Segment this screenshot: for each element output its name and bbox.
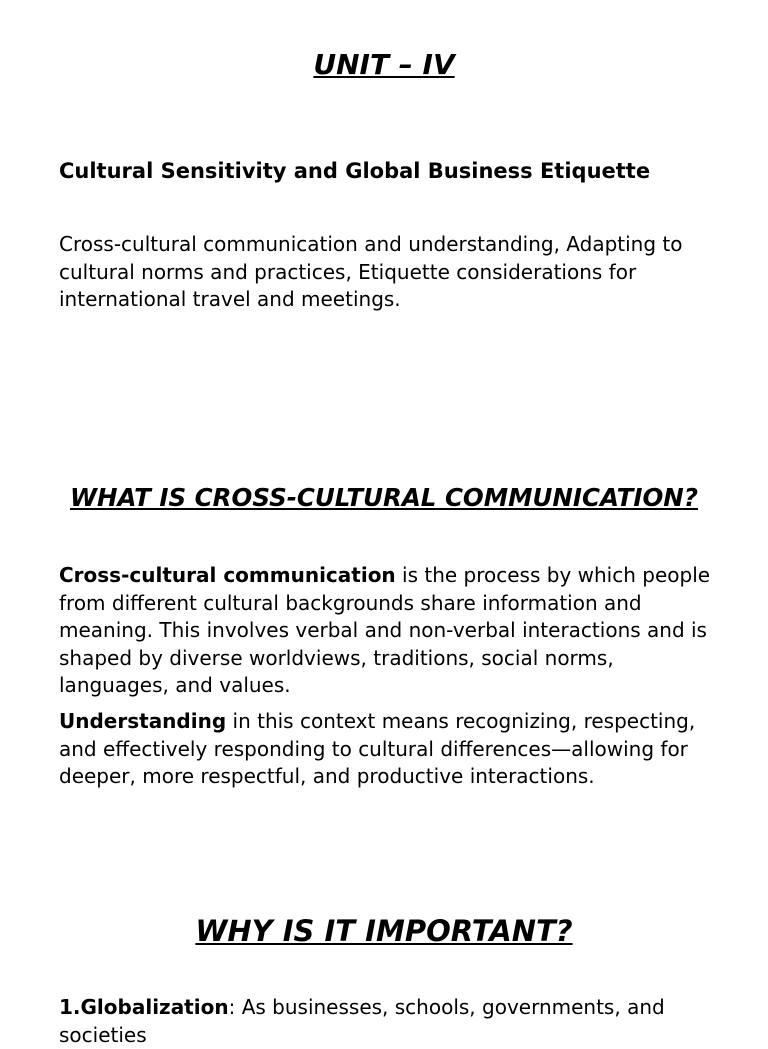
definition-paragraph bbox=[59, 562, 719, 700]
section-heading: Cultural Sensitivity and Global Business Etiquette bbox=[59, 159, 651, 183]
definition-term: Cross-cultural communication bbox=[59, 563, 396, 587]
globalization-term: 1.Globalization bbox=[59, 995, 229, 1019]
understanding-text: in this context means recognizing, respecting, and effectively responding to cultural differences—allowing for deeper, more respectful, and productive interactions. bbox=[59, 709, 696, 788]
understanding-paragraph bbox=[59, 708, 719, 791]
definition-text: is the process by which people from different cultural backgrounds share information and meaning. This involves verbal and non-verbal interactions and is shaped by diverse worldviews, traditions, social norms, languages, and values. bbox=[59, 563, 711, 697]
what-heading: WHAT IS CROSS-CULTURAL COMMUNICATION? bbox=[70, 483, 698, 512]
globalization-paragraph bbox=[59, 994, 719, 1049]
intro-paragraph: Cross-cultural communication and understanding, Adapting to cultural norms and practices, Etiquette considerations for international travel and meetings. bbox=[59, 232, 683, 311]
globalization-text: : As businesses, schools, governments, and societies bbox=[59, 995, 665, 1047]
unit-title: UNIT – IV bbox=[313, 48, 455, 81]
understanding-term: Understanding bbox=[59, 709, 227, 733]
why-heading: WHY IS IT IMPORTANT? bbox=[195, 914, 573, 948]
